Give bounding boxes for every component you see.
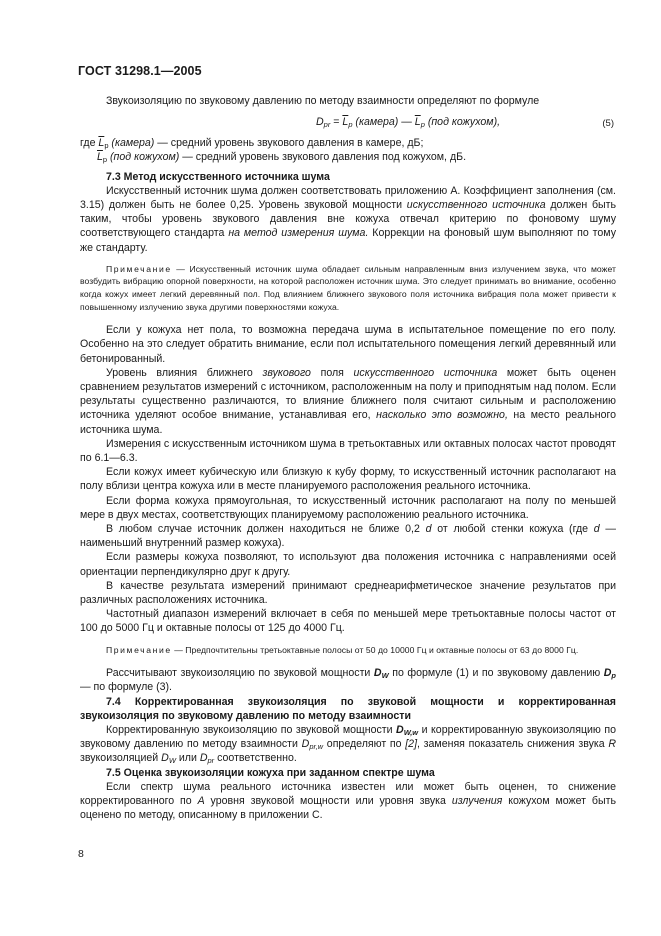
document-header: ГОСТ 31298.1—2005 (78, 64, 202, 78)
section-7-3-paragraph-8: Если размеры кожуха позволяют, то используют два положения источника с направлениями осей ориентации перпендикулярно друг к другу. (80, 551, 616, 578)
formula-intro: Звукоизоляцию по звуковому давлению по методу взаимности определяют по формуле (106, 95, 540, 107)
section-7-3-paragraph-9: В качестве результата измерений принимают среднеарифметическое значение результатов при различных расположениях источника. (80, 579, 616, 607)
section-7-3-paragraph-1: Искусственный источник шума должен соответствовать приложению А. Коэффициент заполнения (см. 3.15) должен быть не более 0,25. Уровень звуковой мощности искусственного источника должен быть таким, чтобы уровень звукового давления вне кожуха отвечал критерию по фоновому шуму соответствующего стандарта на метод измерения шума. Коррекции на фоновый шум выполняют по тому же стандарту. (80, 184, 617, 254)
formula-expression: $D_{pr} = \overline{L}_p$ (камера) — $\overline{L}_p$ (под кожухом), (316, 116, 501, 130)
where-line-1: где $\overline{L}_p$ (камера) — средний уровень звукового давления в камере, дБ; (80, 137, 424, 151)
section-7-3-paragraph-11: Рассчитывают звукоизоляцию по звуковой мощности $D_W$ по формуле (1) и по звуковому давлению $D_p$ — по формуле (3). (80, 667, 616, 694)
section-7-5-heading: 7.5 Оценка звукоизоляции кожуха при заданном спектре шума (106, 766, 435, 779)
section-7-3-paragraph-2: Если у кожуха нет пола, то возможна передача шума в испытательное помещение по его полу. Особенно на это следует обратить внимание, если пол испытательного помещения легкий деревянный или бетонированный. (80, 324, 616, 365)
section-7-3-paragraph-4: Измерения с искусственным источником шума в третьоктавных или октавных полосах частот проводят по 6.1—6.3. (80, 437, 616, 465)
section-7-3-paragraph-3: Уровень влияния ближнего звукового поля искусственного источника может быть оценен сравнением результатов измерений с источником, расположенным на полу и приподнятым над полом. Если результаты существенно различаются, то влияние ближнего поля считают сильным и расположению источника уделяют особое внимание, устанавливая его, насколько это возможно, на место реального источника шума. (80, 366, 617, 436)
section-7-5-paragraph: Если спектр шума реального источника известен или может быть оценен, то снижение корректированного по А уровня звуковой мощности или уровня звука излучения кожухом может быть оценено по методу, описанному в приложении С. (80, 780, 616, 822)
section-7-3-paragraph-6: Если форма кожуха прямоугольная, то искусственный источник располагают на полу по меньшей мере в двух местах, соответствующих планируемому расположению реального источника. (80, 494, 616, 521)
page-body (80, 94, 616, 823)
section-7-3-heading: 7.3 Метод искусственного источника шума (106, 170, 330, 183)
section-7-4-heading: 7.4 Корректированная звукоизоляция по звуковой мощности и корректированная звукоизоляция по звуковому давлению по методу взаимности (80, 695, 616, 722)
section-7-4-paragraph: Корректированную звукоизоляцию по звуковой мощности $D_{W,w}$ и корректированную звукоизоляцию по звуковому давлению по методу взаимности $D_{pr,w}$ определяют по [2], заменяя показатель снижения звука R звукоизоляцией $D_W$ или $D_{pr}$ соответственно. (80, 724, 617, 766)
note-2: Примечание — Предпочтительны третьоктавные полосы от 50 до 10000 Гц и октавные полосы от 63 до 8000 Гц. (106, 644, 579, 655)
where-line-2: $\overline{L}_p$ (под кожухом) — средний уровень звукового давления под кожухом, дБ. (97, 151, 467, 165)
formula-number: (5) (602, 118, 614, 130)
formula-5 (80, 110, 616, 134)
section-7-3-paragraph-5: Если кожух имеет кубическую или близкую к кубу форму, то искусственный источник располагают на полу вблизи центра кожуха или в месте планируемого расположения реального источника. (80, 466, 616, 493)
note-1: Примечание — Искусственный источник шума обладает сильным направленным вниз излучением звука, что может возбудить вибрацию опорной поверхности, на которой расположен источник шума. Это следует принимать во внимание, особенно когда кожух имеет легкий деревянный пол. Под влиянием ближнего звукового поля источника вибрация пола может привести к повышенному излучению звука другими поверхностями кожуха. (80, 263, 616, 312)
section-7-3-paragraph-10: Частотный диапазон измерений включает в себя по меньшей мере третьоктавные полосы частот от 100 до 5000 Гц и октавные полосы от 125 до 4000 Гц. (80, 608, 616, 635)
page-number: 8 (78, 848, 84, 860)
section-7-3-paragraph-7: В любом случае источник должен находиться не ближе 0,2 d от любой стенки кожуха (где d — наименьший внутренний размер кожуха). (80, 523, 617, 550)
